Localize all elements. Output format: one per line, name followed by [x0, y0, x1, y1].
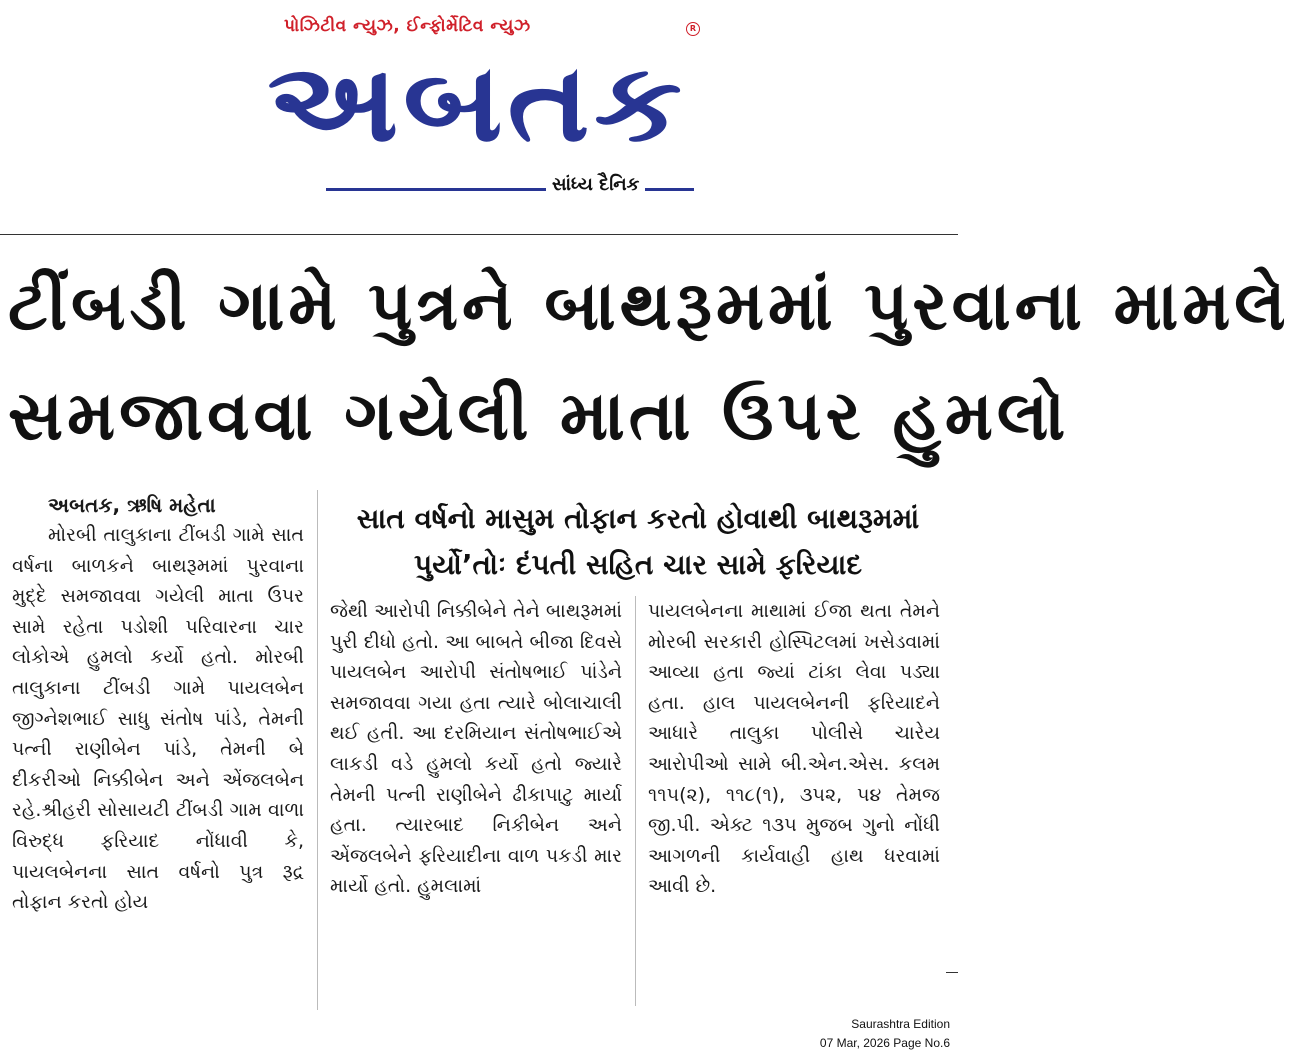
article-column-3 — [648, 596, 940, 902]
column-2-text: જેથી આરોપી નિક્કીબેને તેને બાથરૂમમાં પુરી દીધો હતો. આ બાબતે બીજા દિવસે પાયલબેન આરોપી સંતોષભાઈ પાંડેને સમજાવવા ગયા હતા ત્યારે બોલાચાલી થઈ હતી. આ દરમિયાન સંતોષભાઈએ લાકડી વડે હુમલો કર્યો હતો જ્યારે તેમની પત્ની રાણીબેને ઢીકાપાટુ માર્યા હતા. ત્યારબાદ નિકીબેન અને એંજલબેને ફરિયાદીના વાળ પકડી માર માર્યો હતો. હુમલામાં — [330, 600, 622, 898]
margin-tick — [946, 972, 958, 973]
date-page-label: 07 Mar, 2026 Page No.6 — [819, 1036, 950, 1050]
byline: અબતક, ઋષિ મહેતા — [48, 493, 216, 517]
header-divider — [0, 234, 958, 235]
masthead-tagline: પોઝિટીવ ન્યુઝ, ઈન્ફોર્મેટિવ ન્યુઝ — [284, 16, 531, 36]
column-1-text: મોરબી તાલુકાના ટીંબડી ગામે સાત વર્ષના બાળકને બાથરૂમમાં પુરવાના મુદ્દે સમજાવવા ગયેલી માતા ઉપર સામે રહેતા પડોશી પરિવારના ચાર લોકોએ હુમલો કર્યો હતો. મોરબી તાલુકાના ટીંબડી ગામે પાયલબેન જીગ્નેશભાઈ સાધુ સંતોષ પાંડે, તેમની પત્ની રાણીબેન પાંડે, તેમની બે દીકરીઓ નિક્કીબેન અને એંજલબેન રહે.શ્રીહરી સોસાયટી ટીંબડી ગામ વાળા વિરુદ્ધ ફરિયાદ નોંધાવી કે, પાયલબેનના સાત વર્ષનો પુત્ર રૂદ્ર તોફાન કરતો હોય — [12, 524, 304, 914]
masthead-subtitle: સાંધ્ય દૈનિક — [546, 174, 645, 195]
registered-trademark-icon: R — [686, 22, 700, 36]
column-divider-1 — [317, 490, 318, 1010]
edition-label: Saurashtra Edition — [851, 1017, 950, 1031]
page-footer — [820, 1015, 950, 1053]
article-column-1 — [12, 490, 304, 918]
logo-wordmark: અબતક — [267, 41, 687, 166]
subheadline: સાત વર્ષનો માસુમ તોફાન કરતો હોવાથી બાથરૂમમાં પુર્યો’તોઃ દંપતી સહિત ચાર સામે ફરિયાદ — [356, 502, 920, 581]
masthead — [250, 14, 710, 214]
column-3-text: પાયલબેનના માથામાં ઈજા થતા તેમને મોરબી સરકારી હોસ્પિટલમાં ખસેડવામાં આવ્યા હતા જ્યાં ટાંકા લેવા પડ્યા હતા. હાલ પાયલબેનની ફરિયાદને આધારે તાલુકા પોલીસે ચારેય આરોપીઓ સામે બી.એન.એસ. કલમ ૧૧૫(૨), ૧૧૮(૧), ૩૫૨, ૫૪ તેમજ જી.પી. એક્ટ ૧૩૫ મુજબ ગુનો નોંધી આગળની કાર્યવાહી હાથ ધરવામાં આવી છે. — [648, 600, 940, 898]
column-divider-2 — [635, 596, 636, 1006]
headline-line-2: સમજાવવા ગયેલી માતા ઉપર હુમલો — [8, 377, 1070, 456]
article-column-2 — [330, 596, 622, 902]
headline-line-1: ટીંબડી ગામે પુત્રને બાથરૂમમાં પુરવાના મામલે — [8, 267, 1290, 346]
newspaper-logo — [254, 40, 700, 182]
